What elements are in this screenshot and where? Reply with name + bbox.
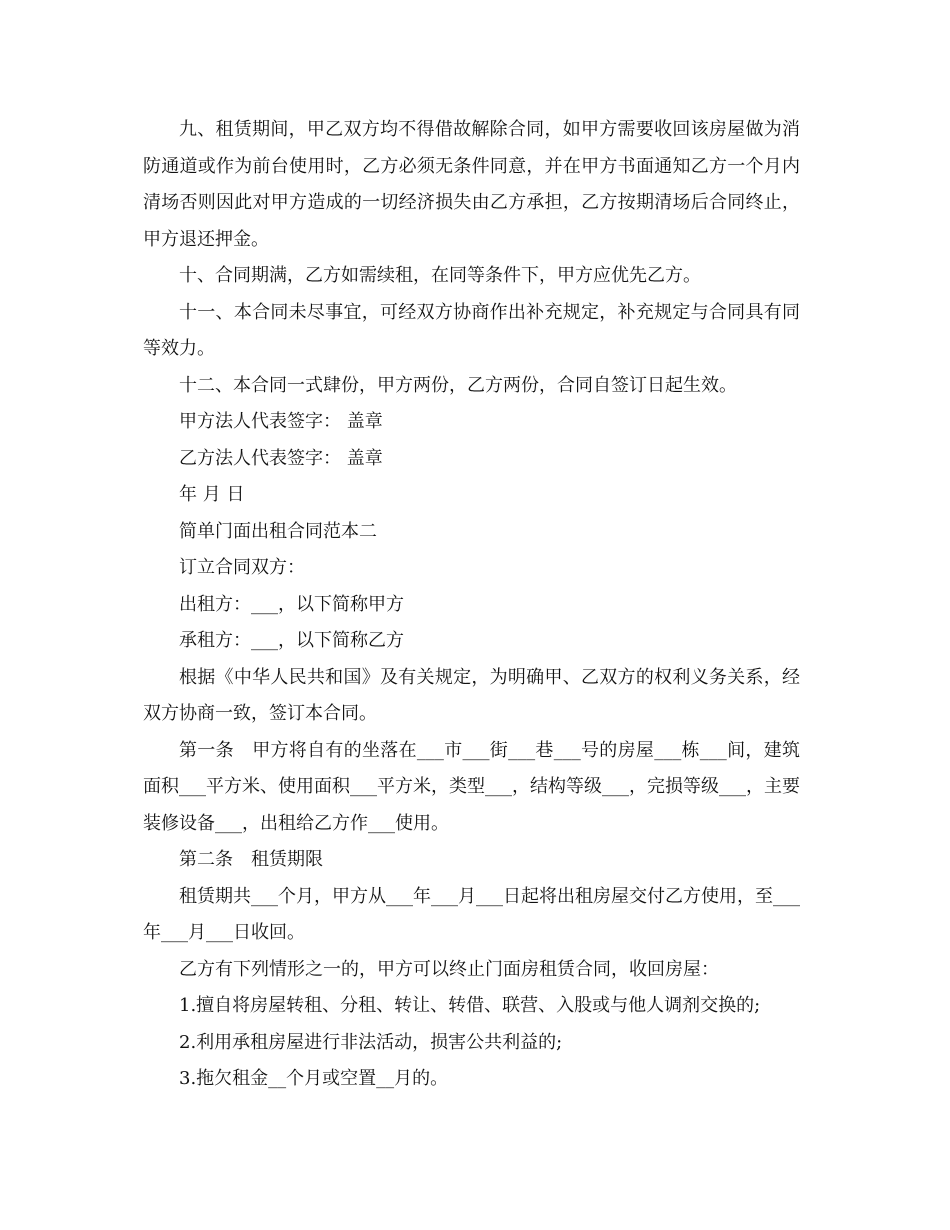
party-a-signature-line: 甲方法人代表签字： 盖章 bbox=[179, 411, 383, 432]
article-two-heading: 第二条 租赁期限 bbox=[179, 849, 323, 870]
second-contract-title: 简单门面出租合同范本二 bbox=[179, 520, 377, 542]
clause-ten: 十、合同期满，乙方如需续租，在同等条件下，甲方应优先乙方。 bbox=[179, 265, 701, 286]
clause-eleven: 十一、本合同未尽事宜，可经双方协商作出补充规定，补充规定与合同具有同等效力。 bbox=[143, 301, 800, 359]
lease-term-paragraph: 租赁期共___个月，甲方从___年___月___日起将出租房屋交付乙方使用，至___年___月___日收回。 bbox=[143, 885, 800, 943]
date-line: 年 月 日 bbox=[179, 484, 245, 505]
termination-item-2: 2.利用承租房屋进行非法活动，损害公共利益的; bbox=[179, 1031, 563, 1053]
article-one: 第一条 甲方将自有的坐落在___市___街___巷___号的房屋___栋___间，建筑面积___平方米、使用面积___平方米，类型___，结构等级___，完损等级___，主要装修设备___，出租给乙方作___使用。 bbox=[143, 739, 800, 834]
clause-twelve: 十二、本合同一式肆份，甲方两份，乙方两份，合同自签订日起生效。 bbox=[179, 374, 737, 396]
clause-nine: 九、租赁期间，甲乙双方均不得借故解除合同，如甲方需要收回该房屋做为消防通道或作为前台使用时，乙方必须无条件同意，并在甲方书面通知乙方一个月内清场否则因此对甲方造成的一切经济损失由乙方承担，乙方按期清场后合同终止，甲方退还押金。 bbox=[143, 119, 800, 250]
preamble-paragraph: 根据《中华人民共和国》及有关规定，为明确甲、乙双方的权利义务关系，经双方协商一致，签订本合同。 bbox=[143, 666, 800, 724]
document-body bbox=[143, 112, 800, 1098]
termination-item-3: 3.拖欠租金__个月或空置__月的。 bbox=[179, 1068, 449, 1089]
lessee-line: 承租方：___，以下简称乙方 bbox=[179, 630, 404, 651]
termination-item-1: 1.擅自将房屋转租、分租、转让、转借、联营、入股或与他人调剂交换的; bbox=[179, 995, 761, 1016]
lessor-line: 出租方：___，以下简称甲方 bbox=[179, 593, 404, 615]
contracting-parties-heading: 订立合同双方： bbox=[179, 557, 305, 578]
party-b-signature-line: 乙方法人代表签字： 盖章 bbox=[179, 447, 383, 469]
termination-conditions-intro: 乙方有下列情形之一的，甲方可以终止门面房租赁合同，收回房屋： bbox=[179, 958, 719, 980]
